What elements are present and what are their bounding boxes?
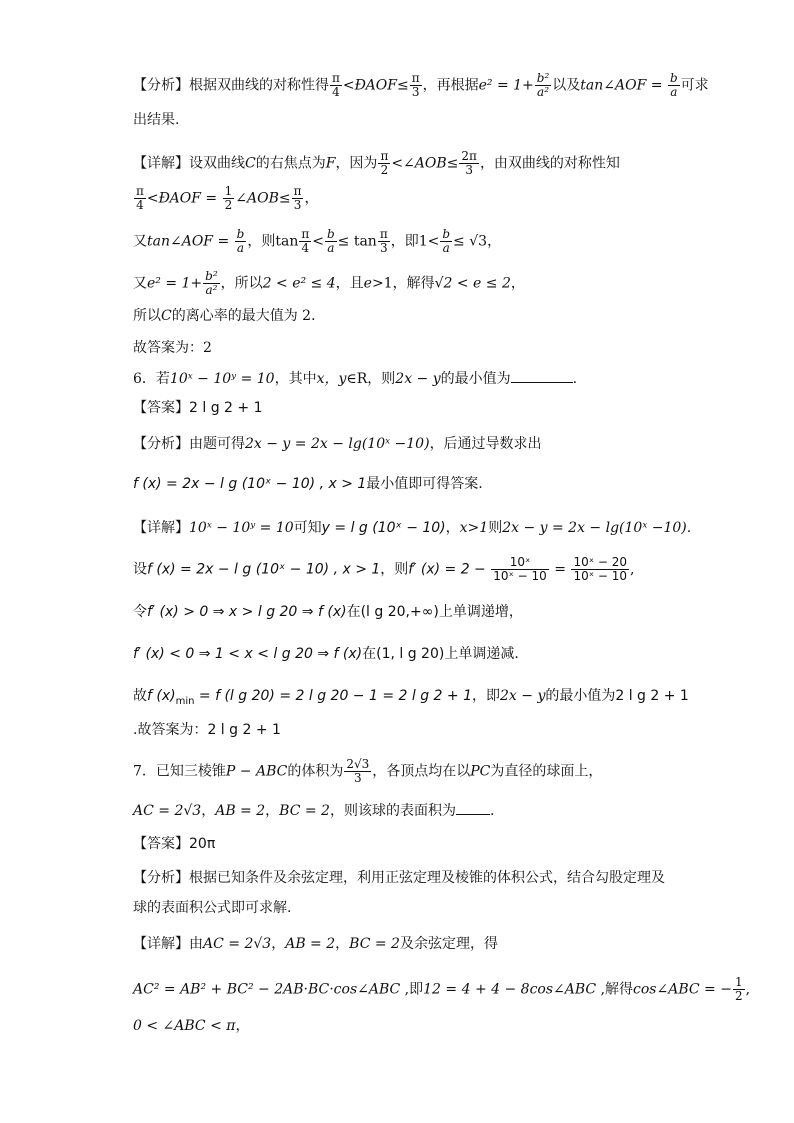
fraction: $\frac{b}{a}$	[326, 227, 335, 255]
detail-tag: 【详解】	[133, 520, 189, 536]
answer-6: 【答案】2 l g 2 + 1	[133, 400, 263, 416]
fraction: $\frac{\pi}{3}$	[293, 184, 302, 212]
fraction: $\frac{\pi}{2}$	[380, 149, 389, 177]
answer-blank	[511, 368, 573, 383]
detail-7-line-3: 0 < ∠ABC < π，	[133, 1018, 250, 1034]
answer-7: 【答案】20π	[133, 836, 216, 852]
fraction: $\frac{\pi}{3}$	[379, 227, 388, 255]
fraction: $\frac{\pi}{4}$	[332, 71, 340, 99]
fraction: $\frac{\pi}{4}$	[136, 184, 144, 212]
answer-tag: 【答案】	[133, 836, 189, 852]
analysis-6-line-1: 【分析】由题可得2x − y = 2x − lg(10ˣ −10)，后通过导数求出	[133, 436, 542, 452]
detail-tag: 【详解】	[133, 936, 189, 952]
fraction: $\frac{b}{a}$	[669, 71, 678, 99]
fraction: $\frac{\text{b²}}{\text{a²}}$	[205, 269, 218, 297]
question-7-line-2: AC = 2√3，AB = 2，BC = 2，则该球的表面积为 .	[133, 800, 494, 821]
fraction: $\frac{1}{2}$	[734, 975, 743, 1003]
detail-7-line-1: 【详解】由AC = 2√3，AB = 2，BC = 2及余弦定理，得	[133, 936, 498, 952]
detail-6-line-4: f′ (x) < 0 ⇒ 1 < x < l g 20 ⇒ f (x)在(1, l g 20)上单调递减.	[133, 646, 519, 662]
detail-7-line-2: AC² = AB² + BC² − 2AB·BC·cos∠ABC ,即12 = 4 + 4 − 8cos∠ABC ,解得cos∠ABC = − $\frac{1}{2}$ ,	[133, 975, 751, 1003]
answer-summary-5: 故答案为：2	[133, 340, 212, 356]
analysis-tag: 【分析】	[133, 77, 189, 94]
analysis-tag: 【分析】	[133, 436, 189, 452]
fraction: $\frac{b}{a}$	[442, 227, 451, 255]
detail-line-4: 又e² = 1+ $\frac{\text{b²}}{\text{a²}}$ ，所以2 < e² ≤ 4，且e>1，解得√2 < e ≤ 2，	[133, 269, 525, 297]
detail-line-1: 【详解】设双曲线C的右焦点为F，因为 $\frac{\pi}{2}$ <∠AOB≤ $\frac{2\pi}{3}$ ，由双曲线的对称性知	[133, 149, 620, 177]
fraction: $\frac{b}{a}$	[236, 227, 245, 255]
analysis-6-line-2: f (x) = 2x − l g (10ˣ − 10) , x > 1最小值即可得答案.	[133, 476, 483, 492]
fraction: $\frac{2\pi}{3}$	[461, 149, 477, 177]
detail-line-2: $\frac{\pi}{4}$ <ÐAOF = $\frac{1}{2}$ ∠AOB≤ $\frac{\pi}{3}$ ，	[136, 184, 319, 212]
fraction: $\frac{\text{b²}}{\text{a²}}$	[536, 71, 550, 99]
fraction: $\frac{\pi}{3}$	[411, 71, 420, 99]
detail-6-line-5: 故f $(x)_{min} = f$ (l g 20) = 2 l g 20 − 1 = 2 l g 2 + 1，即2x − y的最小值为2 l g 2 + 1	[133, 688, 689, 707]
detail-6-line-1: 【详解】10ˣ − 10ʸ = 10可知y = l g (10ˣ − 10)，x>1则2x − y = 2x − lg(10ˣ −10).	[133, 520, 692, 536]
analysis-line-1: 【分析】根据双曲线的对称性得 $\frac{\pi}{4}$ <ÐAOF≤ $\frac{\pi}{3}$ ，再根据e² = 1+ $\frac{\text{b²}}{\text{a²}}$ 以及tan∠AOF = $\frac{b}{a}$ 可求	[133, 71, 709, 99]
analysis-7-line-2: 球的表面积公式即可求解.	[133, 900, 292, 916]
fraction: $\frac{\pi}{4}$	[301, 227, 310, 255]
detail-6-line-3: 令f′ (x) > 0 ⇒ x > l g 20 ⇒ f (x)在(l g 20,+∞)上单调递增，	[133, 604, 523, 620]
answer-blank	[456, 800, 490, 815]
fraction: $\frac{\text{10ˣ}}{\text{10ˣ − 10}}$	[493, 555, 547, 583]
analysis-tag: 【分析】	[133, 870, 189, 886]
answer-summary-6: .故答案为：2 l g 2 + 1	[133, 722, 281, 738]
detail-line-3: 又tan∠AOF = $\frac{b}{a}$ ，则tan $\frac{\pi}{4}$ < $\frac{b}{a}$ ≤ tan $\frac{\pi}{3}$ ，即1< $\frac{b}{a}$ ≤ √3，	[133, 227, 502, 255]
detail-6-line-2: 设f (x) = 2x − l g (10ˣ − 10) , x > 1，则f′ (x) = 2 − $\frac{\text{10ˣ}}{\text{10ˣ − 10}}$ = $\frac{\text{10ˣ − 20}}{\text{10ˣ − 10}}$ ,	[133, 555, 635, 583]
fraction: $\frac{2√3}{3}$	[346, 757, 370, 785]
analysis-7-line-1: 【分析】根据已知条件及余弦定理，利用正弦定理及棱锥的体积公式，结合勾股定理及	[133, 870, 665, 886]
question-7-line-1: 7．已知三棱锥P − ABC的体积为 $\frac{2√3}{3}$ ，各顶点均在以PC为直径的球面上，	[133, 757, 603, 785]
answer-tag: 【答案】	[133, 400, 189, 416]
fraction: $\frac{1}{2}$	[224, 184, 233, 212]
question-6: 6．若10ˣ − 10ʸ = 10，其中x，y∈R，则2x − y的最小值为 .	[133, 368, 577, 389]
analysis-line-2: 出结果.	[133, 112, 180, 128]
fraction: $\frac{\text{10ˣ − 20}}{\text{10ˣ − 10}}$	[573, 555, 627, 583]
detail-line-5: 所以C的离心率的最大值为 2．	[133, 308, 326, 324]
detail-tag: 【详解】	[133, 155, 189, 172]
